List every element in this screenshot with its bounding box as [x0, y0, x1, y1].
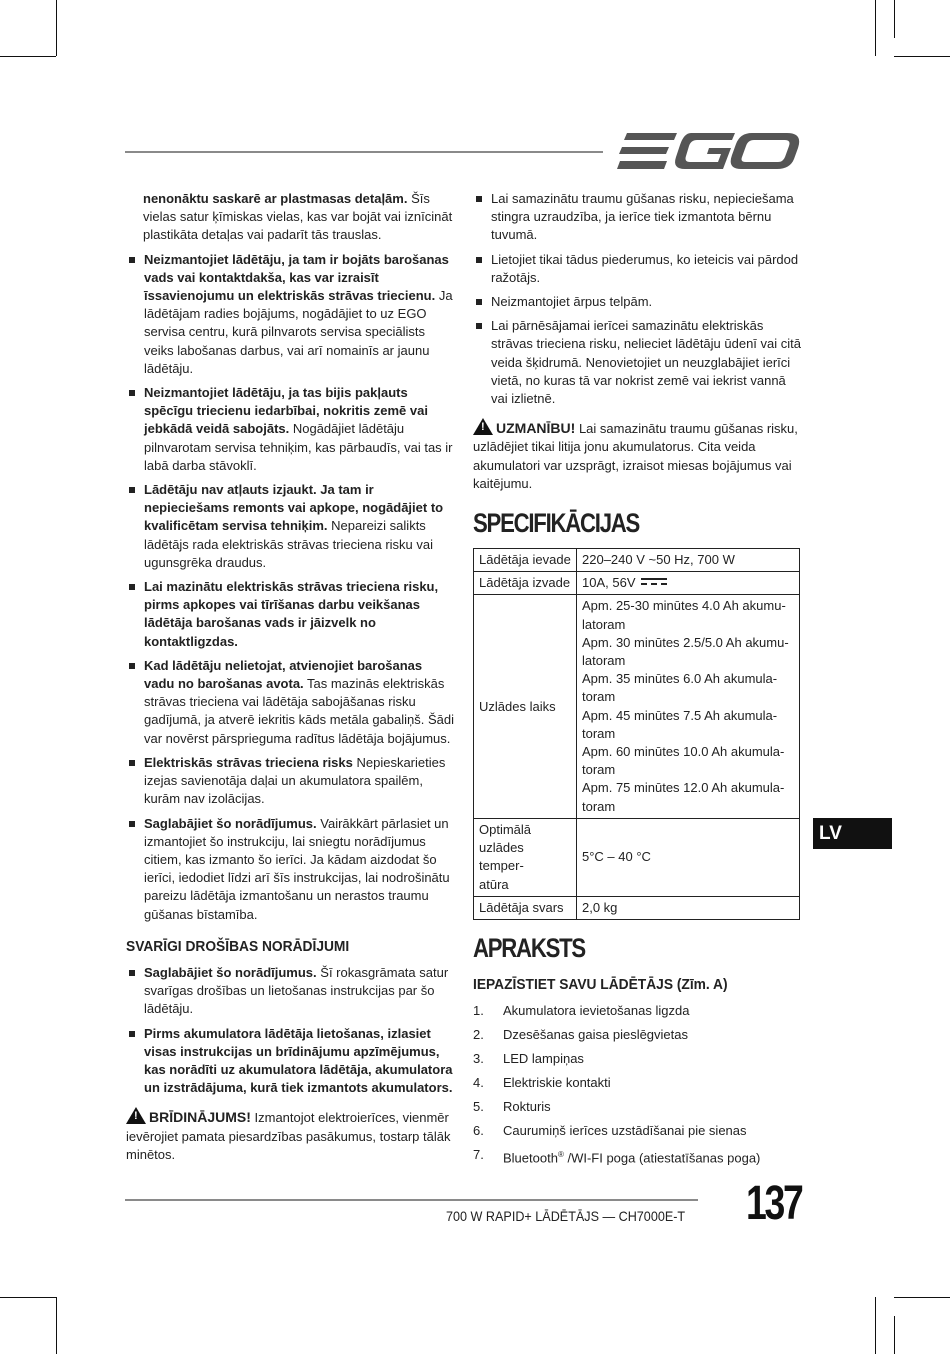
caution-text: Lai samazinātu traumu gūšanas risku, uzlādējiet tikai litija jonu akumulatorus. Cita veida akumulatori var uzsprāgt, izraisot miesas bojājumus vai kaitējumu.: [473, 421, 798, 491]
bullet-text: Ja lādētājam radies bojājums, nogādājiet to uz EGO servisa centru, kurā pilnvarots servisa speciālists veiks labošanas darbus, vai arī nomainīs ar jaunu lādētāju.: [144, 288, 453, 376]
bullet-square-icon: [129, 1031, 135, 1037]
part-item: [473, 1002, 803, 1020]
bullet-square-icon: [476, 257, 482, 263]
bullet-item: [126, 1025, 454, 1098]
crop-mark: [0, 56, 56, 57]
bullet-square-icon: [129, 487, 135, 493]
spec-row: [474, 595, 800, 818]
part-label: [503, 1002, 689, 1020]
crop-mark: [894, 56, 950, 57]
bullet-item: [473, 251, 803, 287]
parts-list: [473, 1002, 803, 1168]
charge-time-line: Apm. 35 minūtes 6.0 Ah akumula-: [582, 671, 778, 687]
part-item: [473, 1122, 803, 1140]
spec-row: [474, 549, 800, 572]
bullet-text: Lai samazinātu traumu gūšanas risku, nepieciešama stingra uzraudzība, ja ierīce tiek izmantota bērnu tuvumā.: [491, 191, 794, 243]
know-title: IEPAZĪSTIET SAVU LĀDĒTĀJS (Zīm. A): [473, 976, 728, 993]
bullet-square-icon: [129, 760, 135, 766]
desc-title: APRAKSTS: [473, 932, 585, 963]
spec-title: SPECIFIKĀCIJAS: [473, 508, 640, 539]
bullet-bold-text: Elektriskās strāvas trieciena risks: [144, 754, 353, 770]
section-title: SVARĪGI DROŠĪBAS NORĀDĪJUMI: [126, 938, 350, 955]
bullet-square-icon: [129, 663, 135, 669]
language-tab: LV: [813, 818, 892, 849]
header-rule: [125, 151, 603, 153]
bullet-text: Nepieskarieties izejas savienotāja daļai un akumulatora spailēm, kurām nav izolācijas.: [144, 754, 446, 807]
crop-mark: [56, 0, 57, 56]
part-text: Caurumiņš ierīces uzstādīšanai pie sienas: [503, 1123, 747, 1139]
part-text: Bluetooth: [503, 1150, 558, 1166]
bullet-square-icon: [476, 299, 482, 305]
footer-rule: [125, 1199, 698, 1201]
part-label: [503, 1146, 760, 1168]
spec-value-charge-times: [577, 595, 800, 818]
part-label: [503, 1074, 611, 1092]
desc-heading-wrap: [473, 932, 803, 964]
bullet-text: Lai pārnēsājamai ierīcei samazinātu elektriskās strāvas trieciena risku, nelieciet lādētāju ūdenī vai citā veida šķidrumā. Nenovietojiet un neuzglabājiet ierīci vietā, no kuras tā var nokrist zemē vai iekrist vannā vai izlietnē.: [491, 318, 801, 407]
warning-icon: !: [126, 1107, 146, 1124]
bullet-text: Nepareizi salikts lādētājs rada elektriskās strāvas trieciena risku vai ugunsgrēka draudus.: [144, 518, 434, 570]
bullet-text: Tas mazinās elektriskās strāvas trieciena vai lādētāja sabojāšanas risku gadījumā, ja atverē iekritis kāds metāla gabaliņš. Šādi var novērst pārsprieguma radītus lādētāja bojājumus.: [144, 676, 454, 746]
spec-value: 10A, 56V: [582, 575, 636, 591]
temperature-key-line: atūra: [479, 876, 509, 892]
bullet-item: [126, 384, 454, 475]
charge-time-line: Apm. 75 minūtes 12.0 Ah akumula-: [582, 780, 785, 796]
bullet-item: [126, 251, 454, 378]
charge-time-line: Apm. 30 minūtes 2.5/5.0 Ah akumu-: [582, 634, 789, 650]
bullet-square-icon: [129, 257, 135, 263]
bullet-bold-text: Lai mazinātu elektriskās strāvas trieciena risku, pirms apkopes vai tīrīšanas darbu veikšanas lādētāja barošanas vads ir jāizvelk no kontaktligzdas.: [144, 579, 439, 649]
bullet-text: Vairākkārt pārlasiet un izmantojiet šo instrukciju, lai sniegtu norādījumus citiem, kas izmanto šo ierīci. Ja kādam aizdodat šo ierīci, iedodiet līdzi arī šīs instrukcijas, lai nodrošinātu pareizu lādētāja izmantošanu un nerastos traumu gūšanas bīstamība.: [144, 815, 450, 922]
bullet-text: Neizmantojiet ārpus telpām.: [491, 294, 653, 310]
part-text: Elektriskie kontakti: [503, 1075, 611, 1091]
bullet-bold-text: Saglabājiet šo norādījumus.: [144, 815, 317, 831]
part-number: 5.: [473, 1099, 484, 1115]
ego-logo: [617, 131, 800, 171]
part-number: 4.: [473, 1075, 484, 1091]
bullet-item: [126, 481, 454, 572]
spec-key-temperature: [474, 818, 577, 896]
spec-value: 2,0 kg: [577, 896, 800, 919]
temperature-key-line: uzlādes temper-: [479, 840, 524, 874]
spec-row: [474, 818, 800, 896]
spec-table: [473, 548, 800, 920]
caution-label: UZMANĪBU!: [496, 420, 576, 437]
part-label: [503, 1122, 747, 1140]
bullet-text: Lietojiet tikai tādus piederumus, ko ieteicis vai pārdod ražotājs.: [491, 251, 799, 285]
part-item: [473, 1098, 803, 1116]
spec-value: 5°C – 40 °C: [577, 818, 800, 896]
bullet-bold-text: Lādētāju nav atļauts izjaukt. Ja tam ir nepieciešams remonts vai apkope, nogādājiet to kvalificētam servisa tehniķim.: [144, 482, 444, 534]
bullet-square-icon: [476, 196, 482, 202]
crop-mark: [894, 1297, 950, 1298]
continuation-bold: nenonāktu saskarē ar plastmasas detaļām.: [143, 191, 408, 206]
bullet-text: Šī rokasgrāmata satur svarīgas drošības un lietošanas instrukcijas par šo lādētāju.: [144, 964, 449, 1017]
bullet-item: [126, 578, 454, 651]
continuation-paragraph: [126, 190, 454, 245]
bullet-bold-text: Neizmantojiet lādētāju, ja tam ir bojāts barošanas vads vai kontaktdakša, kas var izraisīt īssavienojumu un elektriskās strāvas triecienu.: [144, 251, 449, 304]
page-number: 137: [746, 1177, 802, 1230]
spec-row: [474, 572, 800, 595]
part-label: [503, 1098, 551, 1116]
charge-time-line: toram: [582, 762, 616, 778]
spec-value: 220–240 V ~50 Hz, 700 W: [577, 549, 800, 572]
bullet-square-icon: [129, 970, 135, 976]
section-bullet-list: [126, 964, 454, 1097]
registered-mark: ®: [557, 1150, 564, 1160]
part-number: 7.: [473, 1147, 484, 1163]
continuation-text: Šīs vielas satur ķīmiskas vielas, kas var bojāt vai iznīcināt plastikāta detaļas vai padarīt tās trauslas.: [143, 191, 453, 243]
bullet-item: [126, 754, 454, 809]
part-item: [473, 1050, 803, 1068]
charge-time-line: toram: [582, 798, 616, 814]
warning-paragraph: [126, 1107, 454, 1164]
part-number: 6.: [473, 1123, 484, 1139]
caution-paragraph: [473, 418, 803, 493]
part-label: [503, 1026, 688, 1044]
bullet-item: [473, 293, 803, 311]
part-text-rest: /WI-FI poga (atiestatīšanas poga): [563, 1150, 761, 1166]
charge-time-line: Apm. 25-30 minūtes 4.0 Ah akumu-: [582, 598, 786, 614]
crop-mark: [894, 1316, 895, 1354]
bullet-square-icon: [129, 390, 135, 396]
spec-key: Uzlādes laiks: [474, 595, 577, 818]
charge-time-line: toram: [582, 725, 616, 741]
charge-time-line: latoram: [582, 653, 626, 669]
warning-text: Izmantojot elektroierīces, vienmēr ievērojiet pamata piesardzības pasākumus, tostarp tālāk minētos.: [126, 1110, 451, 1162]
part-number: 1.: [473, 1003, 484, 1019]
crop-mark: [894, 0, 895, 38]
bullet-square-icon: [129, 821, 135, 827]
bullet-bold-text: Neizmantojiet lādētāju, ja tas bijis pakļauts spēcīgu triecienu iedarbībai, nokritis zemē vai jebkādā veidā sabojāts.: [144, 385, 428, 437]
bullet-item: [473, 190, 803, 245]
left-bullet-list: [126, 251, 454, 924]
part-label: [503, 1050, 584, 1068]
part-text: Akumulatora ievietošanas ligzda: [503, 1003, 690, 1019]
part-number: 3.: [473, 1051, 484, 1067]
part-item: [473, 1074, 803, 1092]
spec-heading-wrap: [473, 507, 803, 539]
bullet-item: [126, 657, 454, 748]
warning-label: BRĪDINĀJUMS!: [149, 1109, 251, 1126]
bullet-item: [473, 317, 803, 408]
charge-time-line: toram: [582, 689, 616, 705]
temperature-key-line: Optimālā: [479, 821, 532, 837]
spec-row: [474, 896, 800, 919]
charge-time-line: latoram: [582, 616, 626, 632]
dc-symbol-icon: [641, 577, 667, 587]
spec-key: Lādētāja ievade: [474, 549, 577, 572]
charge-time-line: Apm. 60 minūtes 10.0 Ah akumula-: [582, 744, 785, 760]
crop-mark: [875, 0, 876, 56]
crop-mark: [56, 1297, 57, 1354]
right-column: [473, 190, 803, 1173]
caution-icon: !: [473, 418, 493, 435]
part-item: [473, 1026, 803, 1044]
footer-title: 700 W RAPID+ LĀDĒTĀJS — CH7000E-T: [446, 1208, 686, 1224]
bullet-square-icon: [476, 323, 482, 329]
left-column: [126, 190, 454, 1164]
part-text: LED lampiņas: [503, 1051, 584, 1067]
part-text: Rokturis: [503, 1099, 551, 1115]
bullet-bold-text: Pirms akumulatora lādētāja lietošanas, izlasiet visas instrukcijas un brīdinājumu apzīmējumus, kas norādīti uz akumulatora lādētāja, akumulatora un izstrādājuma, kurā tiek izmantots akumulators.: [144, 1025, 453, 1096]
part-text: Dzesēšanas gaisa pieslēgvietas: [503, 1027, 688, 1043]
crop-mark: [0, 1297, 56, 1298]
bullet-item: [126, 964, 454, 1019]
part-number: 2.: [473, 1027, 484, 1043]
bullet-item: [126, 815, 454, 924]
part-item: [473, 1146, 803, 1168]
bullet-bold-text: Kad lādētāju nelietojat, atvienojiet barošanas vadu no barošanas avota.: [144, 657, 423, 692]
spec-key: Lādētāja svars: [474, 896, 577, 919]
bullet-text: Nogādājiet lādētāju pilnvarotam servisa tehniķim, kas pārbaudīs, vai tas ir labā darba stāvoklī.: [144, 421, 453, 473]
bullet-bold-text: Saglabājiet šo norādījumus.: [144, 964, 317, 980]
right-bullet-list: [473, 190, 803, 408]
crop-mark: [875, 1297, 876, 1354]
spec-value-dc: [577, 572, 800, 595]
spec-key: Lādētāja izvade: [474, 572, 577, 595]
charge-time-line: Apm. 45 minūtes 7.5 Ah akumula-: [582, 707, 778, 723]
bullet-square-icon: [129, 584, 135, 590]
